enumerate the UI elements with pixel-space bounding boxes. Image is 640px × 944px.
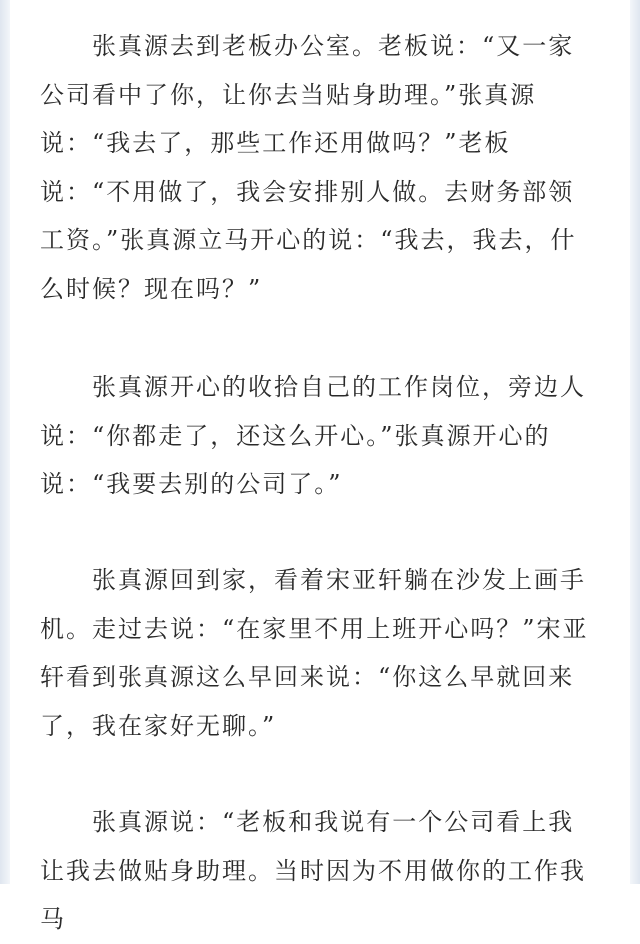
paragraph-1: 张真源去到老板办公室。老板说：“又一家公司看中了你，让你去当贴身助理。”张真源说：“我去了，那些工作还用做吗？”老板说：“不用做了，我会安排别人做。去财务部领工资。”张真源立马开心的说：“我去，我去，什么时候？现在吗？”: [40, 32, 577, 303]
paragraph-4: 张真源说：“老板和我说有一个公司看上我让我去做贴身助理。当时因为不用做你的工作我马: [40, 808, 586, 933]
page-edge-right: [630, 0, 640, 884]
paragraph-2: 张真源开心的收拾自己的工作岗位，旁边人说：“你都走了，还这么开心。”张真源开心的说：“我要去别的公司了。”: [40, 373, 586, 498]
paragraph-3: 张真源回到家，看着宋亚轩躺在沙发上画手机。走过去说：“在家里不用上班开心吗？”宋亚轩看到张真源这么早回来说：“你这么早就回来了，我在家好无聊。”: [40, 566, 589, 740]
page-edge-left: [0, 0, 10, 884]
